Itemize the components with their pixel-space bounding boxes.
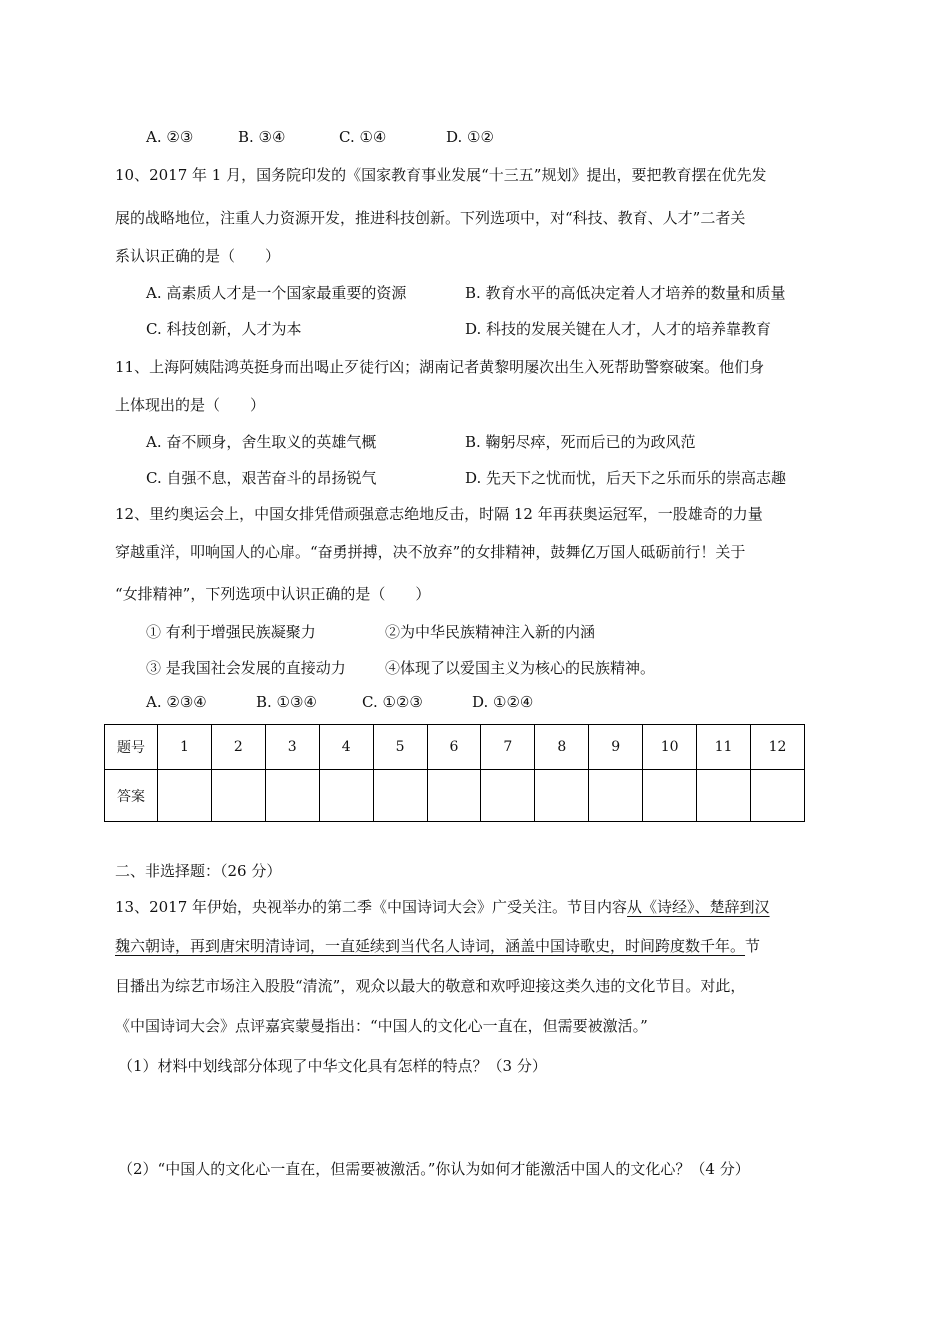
q11-option-d: D. 先天下之忧而忧，后天下之乐而乐的崇高志趣: [465, 469, 787, 487]
q9-option-c: C. ①④: [339, 128, 387, 146]
q13-subquestion-2: （2）“中国人的文化心一直在，但需要被激活。”你认为如何才能激活中国人的文化心？（4 分）: [118, 1160, 750, 1178]
table-row-question-numbers: [105, 725, 805, 770]
q12-statement-3: ③ 是我国社会发展的直接动力: [146, 659, 346, 677]
q13-underlined-text: 从《诗经》、楚辞到汉: [627, 898, 770, 916]
q9-option-a: A. ②③: [146, 128, 194, 146]
q9-option-b: B. ③④: [238, 128, 286, 146]
answer-cell[interactable]: [535, 770, 589, 822]
answer-cell[interactable]: [589, 770, 643, 822]
q11-option-c: C. 自强不息，艰苦奋斗的昂扬锐气: [146, 469, 377, 487]
q13-text-line: [115, 896, 770, 917]
table-cell-number: 4: [319, 725, 373, 770]
section-title: 二、非选择题：（26 分）: [115, 862, 282, 880]
table-cell-number: 1: [158, 725, 212, 770]
answer-cell[interactable]: [481, 770, 535, 822]
table-header-cell: 答案: [105, 770, 158, 822]
table-header-cell: 题号: [105, 725, 158, 770]
q13-text-line: 目播出为综艺市场注入股股“清流”，观众以最大的敬意和欢呼迎接这类久违的文化节目。对此，: [115, 977, 746, 995]
table-cell-number: 9: [589, 725, 643, 770]
answer-cell[interactable]: [697, 770, 751, 822]
answer-cell[interactable]: [265, 770, 319, 822]
q13-line1-text: 13、2017 年伊始，央视举办的第二季《中国诗词大会》广受关注。节目内容: [115, 898, 628, 916]
answer-table: [104, 724, 805, 822]
q11-option-a: A. 奋不顾身，舍生取义的英雄气概: [146, 433, 377, 451]
table-cell-number: 10: [643, 725, 697, 770]
q10-text-line: 系认识正确的是（ ）: [115, 247, 281, 265]
q13-text-line: 《中国诗词大会》点评嘉宾蒙曼指出：“中国人的文化心一直在，但需要被激活。”: [115, 1017, 648, 1035]
answer-cell[interactable]: [319, 770, 373, 822]
q10-option-c: C. 科技创新，人才为本: [146, 320, 302, 338]
q12-text-line: 12、里约奥运会上，中国女排凭借顽强意志绝地反击，时隔 12 年再获奥运冠军，一股雄奇的力量: [115, 505, 763, 523]
table-cell-number: 8: [535, 725, 589, 770]
table-cell-number: 11: [697, 725, 751, 770]
answer-cell[interactable]: [427, 770, 481, 822]
q12-option-b: B. ①③④: [256, 693, 317, 711]
q10-option-a: A. 高素质人才是一个国家最重要的资源: [146, 284, 407, 302]
table-row-answers: [105, 770, 805, 822]
q11-option-b: B. 鞠躬尽瘁，死而后已的为政风范: [465, 433, 696, 451]
q12-text-line: “女排精神”，下列选项中认识正确的是（ ）: [115, 585, 431, 603]
answer-cell[interactable]: [373, 770, 427, 822]
q11-text-line: 11、上海阿姨陆鸿英挺身而出喝止歹徒行凶；湖南记者黄黎明屡次出生入死帮助警察破案。他们身: [115, 358, 765, 376]
q13-text-line: [115, 935, 760, 956]
answer-cell[interactable]: [211, 770, 265, 822]
q12-text-line: 穿越重洋，叩响国人的心扉。“奋勇拼搏，决不放弃”的女排精神，鼓舞亿万国人砥砺前行！关于: [115, 543, 746, 561]
q10-text-line: 10、2017 年 1 月，国务院印发的《国家教育事业发展“十三五”规划》提出，要把教育摆在优先发: [115, 166, 767, 184]
answer-cell[interactable]: [750, 770, 804, 822]
table-cell-number: 12: [750, 725, 804, 770]
q10-option-b: B. 教育水平的高低决定着人才培养的数量和质量: [465, 284, 786, 302]
table-cell-number: 5: [373, 725, 427, 770]
answer-cell[interactable]: [643, 770, 697, 822]
q9-option-d: D. ①②: [446, 128, 494, 146]
q12-option-d: D. ①②④: [472, 693, 534, 711]
q12-statement-4: ④体现了以爱国主义为核心的民族精神。: [385, 659, 656, 677]
q10-option-d: D. 科技的发展关键在人才，人才的培养靠教育: [465, 320, 772, 338]
q12-option-a: A. ②③④: [146, 693, 207, 711]
q13-underlined-text: 魏六朝诗，再到唐宋明清诗词，一直延续到当代名人诗词，涵盖中国诗歌史，时间跨度数千年。: [115, 937, 746, 955]
table-cell-number: 2: [211, 725, 265, 770]
table-cell-number: 6: [427, 725, 481, 770]
q11-text-line: 上体现出的是（ ）: [115, 396, 266, 414]
q12-statement-2: ②为中华民族精神注入新的内涵: [385, 623, 596, 641]
q12-option-c: C. ①②③: [362, 693, 423, 711]
q13-line2-tail: 节: [745, 937, 761, 955]
q12-statement-1: ① 有利于增强民族凝聚力: [146, 623, 316, 641]
table-cell-number: 3: [265, 725, 319, 770]
table-cell-number: 7: [481, 725, 535, 770]
q10-text-line: 展的战略地位，注重人力资源开发，推进科技创新。下列选项中，对“科技、教育、人才”二者关: [115, 209, 746, 227]
q13-subquestion-1: （1）材料中划线部分体现了中华文化具有怎样的特点？（3 分）: [118, 1057, 547, 1075]
answer-cell[interactable]: [158, 770, 212, 822]
